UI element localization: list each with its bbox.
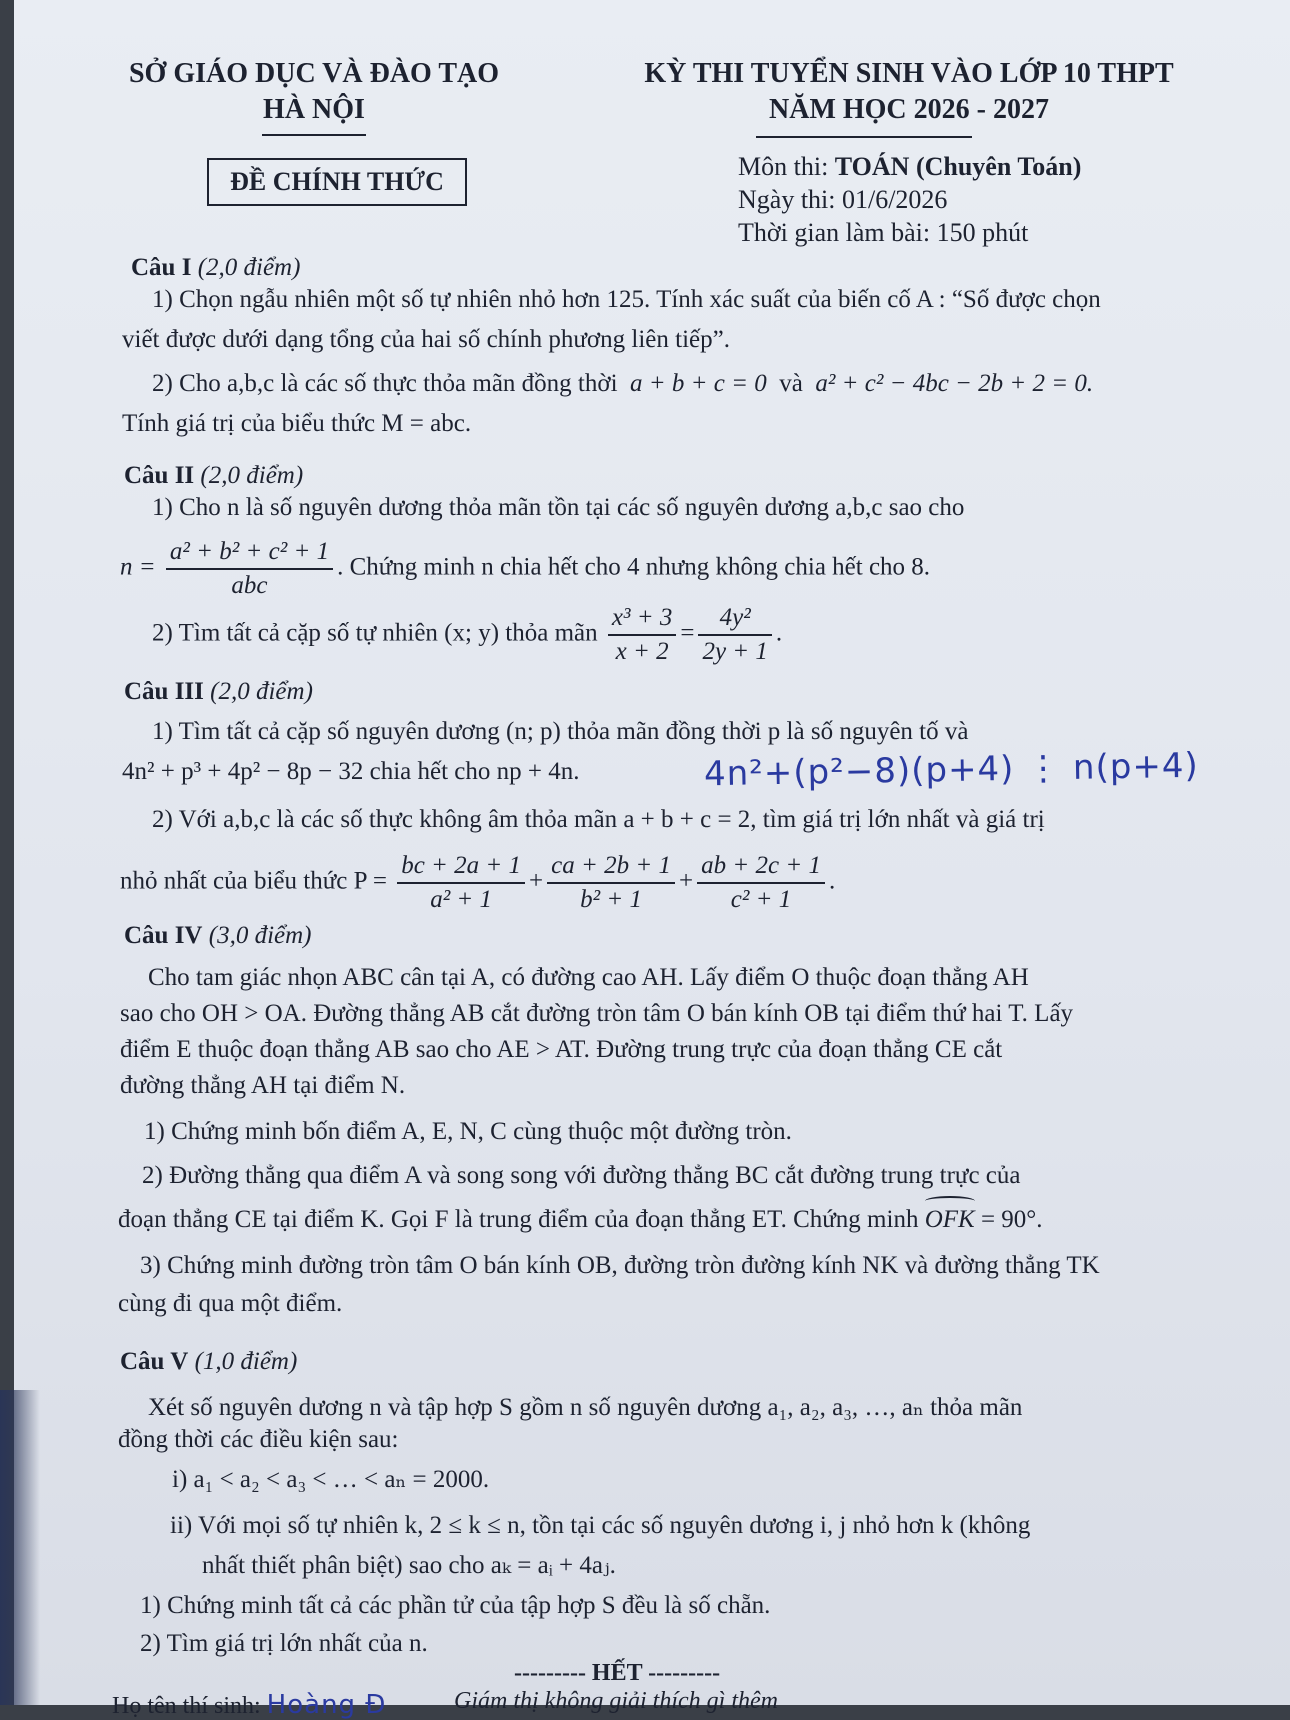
question-4-label: Câu IV — [124, 922, 203, 949]
question-4-points: (3,0 điểm) — [208, 922, 312, 949]
header-left-rule — [262, 134, 366, 136]
question-2-points: (2,0 điểm) — [200, 462, 304, 489]
q2-right-denominator: 2y + 1 — [702, 638, 768, 665]
q1-part1-line2: viết được dưới dạng tổng của hai số chính phương liên tiếp”. — [122, 326, 730, 353]
q2-part1-line1: 1) Cho n là số nguyên dương thỏa mãn tồn tại các số nguyên dương a,b,c sao cho — [152, 494, 965, 521]
q4-angle-name: OFK — [924, 1206, 975, 1233]
q4-part2-line1: 2) Đường thẳng qua điểm A và song song với đường thẳng BC cắt đường trung trực của — [142, 1162, 1021, 1189]
q2-part2 — [152, 604, 782, 666]
exam-date: Ngày thi: 01/6/2026 — [738, 185, 948, 214]
q2-fraction-denominator: abc — [231, 572, 268, 599]
q2-part1-formula — [120, 538, 930, 600]
candidate-label: Họ tên thí sinh: — [112, 1693, 261, 1719]
q4-part3-line2: cùng đi qua một điểm. — [118, 1290, 343, 1317]
question-3-label: Câu III — [124, 678, 204, 705]
question-5-points: (1,0 điểm) — [194, 1348, 298, 1375]
q4-intro-line3: điểm E thuộc đoạn thẳng AB sao cho AE > AT. Đường trung trực của đoạn thẳng CE cắt — [120, 1036, 1003, 1063]
subject-value: TOÁN (Chuyên Toán) — [834, 152, 1082, 181]
q1-part1-line1: 1) Chọn ngẫu nhiên một số tự nhiên nhỏ hơn 125. Tính xác suất của biến cố A : “Số được chọn — [152, 286, 1101, 313]
handwritten-note: 4n²+(p²−8)(p+4) ⋮ n(p+4) — [703, 745, 1200, 795]
question-2-label: Câu II — [124, 462, 195, 489]
q4-part2-text: đoạn thẳng CE tại điểm K. Gọi F là trung điểm của đoạn thẳng ET. Chứng minh — [118, 1206, 919, 1233]
q3-part1-line1: 1) Tìm tất cả cặp số nguyên dương (n; p) thỏa mãn đồng thời p là số nguyên tố và — [152, 718, 969, 745]
q3-part1-line2: 4n² + p³ + 4p² − 8p − 32 chia hết cho np + 4n. — [122, 758, 580, 785]
q4-angle-value: = 90°. — [974, 1206, 1043, 1233]
exam-duration: Thời gian làm bài: 150 phút — [738, 218, 1029, 247]
official-exam-box: ĐỀ CHÍNH THỨC — [207, 158, 467, 206]
q3-f1-numerator: bc + 2a + 1 — [397, 852, 525, 884]
question-5-label: Câu V — [120, 1348, 189, 1375]
q4-intro-line4: đường thẳng AH tại điểm N. — [120, 1072, 406, 1099]
q4-part1: 1) Chứng minh bốn điểm A, E, N, C cùng thuộc một đường tròn. — [144, 1118, 792, 1145]
q3-part2-formula — [120, 852, 835, 914]
q3-part2-lead: nhỏ nhất của biểu thức P = — [120, 867, 387, 895]
q2-part2-end: . — [775, 619, 783, 647]
proctor-note — [454, 1688, 778, 1715]
q1-part2-and: và — [779, 370, 803, 397]
q2-equals: = — [680, 619, 695, 647]
q4-intro-line1: Cho tam giác nhọn ABC cân tại A, có đường cao AH. Lấy điểm O thuộc đoạn thẳng AH — [148, 964, 1029, 991]
q4-part3-line1: 3) Chứng minh đường tròn tâm O bán kính OB, đường tròn đường kính NK và đường thẳng TK — [140, 1252, 1100, 1279]
q5-part1: 1) Chứng minh tất cả các phần tử của tập hợp S đều là số chẵn. — [140, 1592, 771, 1619]
q1-part2-line1 — [152, 370, 1093, 398]
q3-f3-numerator: ab + 2c + 1 — [697, 852, 825, 884]
proctor-note-text: Giám thị không giải thích gì thêm — [454, 1688, 778, 1714]
q5-intro-line1: Xét số nguyên dương n và tập hợp S gồm n số nguyên dương a₁, a₂, a₃, …, aₙ thỏa mãn — [148, 1394, 1023, 1421]
candidate-handwritten-name: Hoàng Đ — [266, 1690, 387, 1720]
q5-condition-i: i) a₁ < a₂ < a₃ < … < aₙ = 2000. — [172, 1466, 490, 1493]
q1-part2-eq1: a + b + c = 0 — [630, 370, 767, 397]
q1-part2-eq2: a² + c² − 4bc − 2b + 2 = 0. — [815, 370, 1094, 397]
question-3-points: (2,0 điểm) — [210, 678, 313, 705]
question-1-label: Câu I — [131, 254, 192, 281]
q3-part2-line1: 2) Với a,b,c là các số thực không âm thỏa mãn a + b + c = 2, tìm giá trị lớn nhất và giá trị — [152, 806, 1045, 833]
q3-f2-numerator: ca + 2b + 1 — [547, 852, 675, 884]
question-1-title — [131, 254, 300, 282]
q5-condition-ii-line2: nhất thiết phân biệt) sao cho aₖ = aᵢ + 4aⱼ. — [202, 1552, 616, 1579]
q3-plus-1: + — [529, 867, 544, 895]
q4-angle — [925, 1200, 975, 1233]
q5-condition-ii-line1: ii) Với mọi số tự nhiên k, 2 ≤ k ≤ n, tồn tại các số nguyên dương i, j nhỏ hơn k (không — [170, 1512, 1031, 1539]
department-city: HÀ NỘI — [263, 94, 365, 125]
end-mark: --------- HẾT --------- — [514, 1660, 721, 1686]
q2-fraction-numerator: a² + b² + c² + 1 — [166, 538, 333, 570]
q3-plus-2: + — [679, 867, 694, 895]
q2-n-equals: n = — [120, 553, 156, 581]
header-right-rule — [756, 136, 972, 138]
q4-part2-line2 — [118, 1206, 1043, 1234]
question-2-title — [124, 462, 303, 490]
q2-part1-tail: . Chứng minh n chia hết cho 4 nhưng không chia hết cho 8. — [337, 553, 931, 581]
q3-fraction-3 — [697, 852, 825, 914]
question-4-title — [124, 922, 312, 950]
school-year: NĂM HỌC 2026 - 2027 — [769, 94, 1049, 125]
q2-left-numerator: x³ + 3 — [608, 604, 676, 636]
q3-f2-denominator: b² + 1 — [580, 886, 643, 913]
q5-intro-line2: đồng thời các điều kiện sau: — [118, 1426, 399, 1453]
question-5-title — [120, 1348, 297, 1376]
exam-paper — [14, 0, 1290, 1720]
q1-part2-line2: Tính giá trị của biểu thức M = abc. — [122, 410, 472, 437]
question-3-title — [124, 678, 313, 706]
q3-f1-denominator: a² + 1 — [430, 886, 493, 913]
q3-fraction-1 — [397, 852, 525, 914]
q2-left-denominator: x + 2 — [615, 638, 669, 665]
finger-shadow — [0, 1390, 40, 1705]
q3-f3-denominator: c² + 1 — [730, 886, 792, 913]
q5-part2: 2) Tìm giá trị lớn nhất của n. — [140, 1630, 428, 1657]
subject-line — [738, 152, 1081, 182]
q4-intro-line2: sao cho OH > OA. Đường thẳng AB cắt đường tròn tâm O bán kính OB tại điểm thứ hai T. Lấy — [120, 1000, 1074, 1027]
q3-part2-end: . — [828, 867, 836, 895]
q2-right-numerator: 4y² — [698, 604, 771, 636]
candidate-name-line — [112, 1690, 386, 1720]
q2-part2-text: 2) Tìm tất cả cặp số tự nhiên (x; y) thỏa mãn — [152, 619, 598, 647]
subject-label: Môn thi: — [738, 152, 835, 181]
q2-part2-fraction-left — [608, 604, 676, 666]
department-name: SỞ GIÁO DỤC VÀ ĐÀO TẠO — [128, 58, 499, 89]
q3-fraction-2 — [547, 852, 675, 914]
exam-name: KỲ THI TUYỂN SINH VÀO LỚP 10 THPT — [644, 58, 1174, 89]
q2-fraction — [166, 538, 333, 600]
q1-part2-text: 2) Cho a,b,c là các số thực thỏa mãn đồng thời — [152, 370, 618, 397]
q2-part2-fraction-right — [698, 604, 771, 666]
question-1-points: (2,0 điểm) — [197, 254, 301, 281]
